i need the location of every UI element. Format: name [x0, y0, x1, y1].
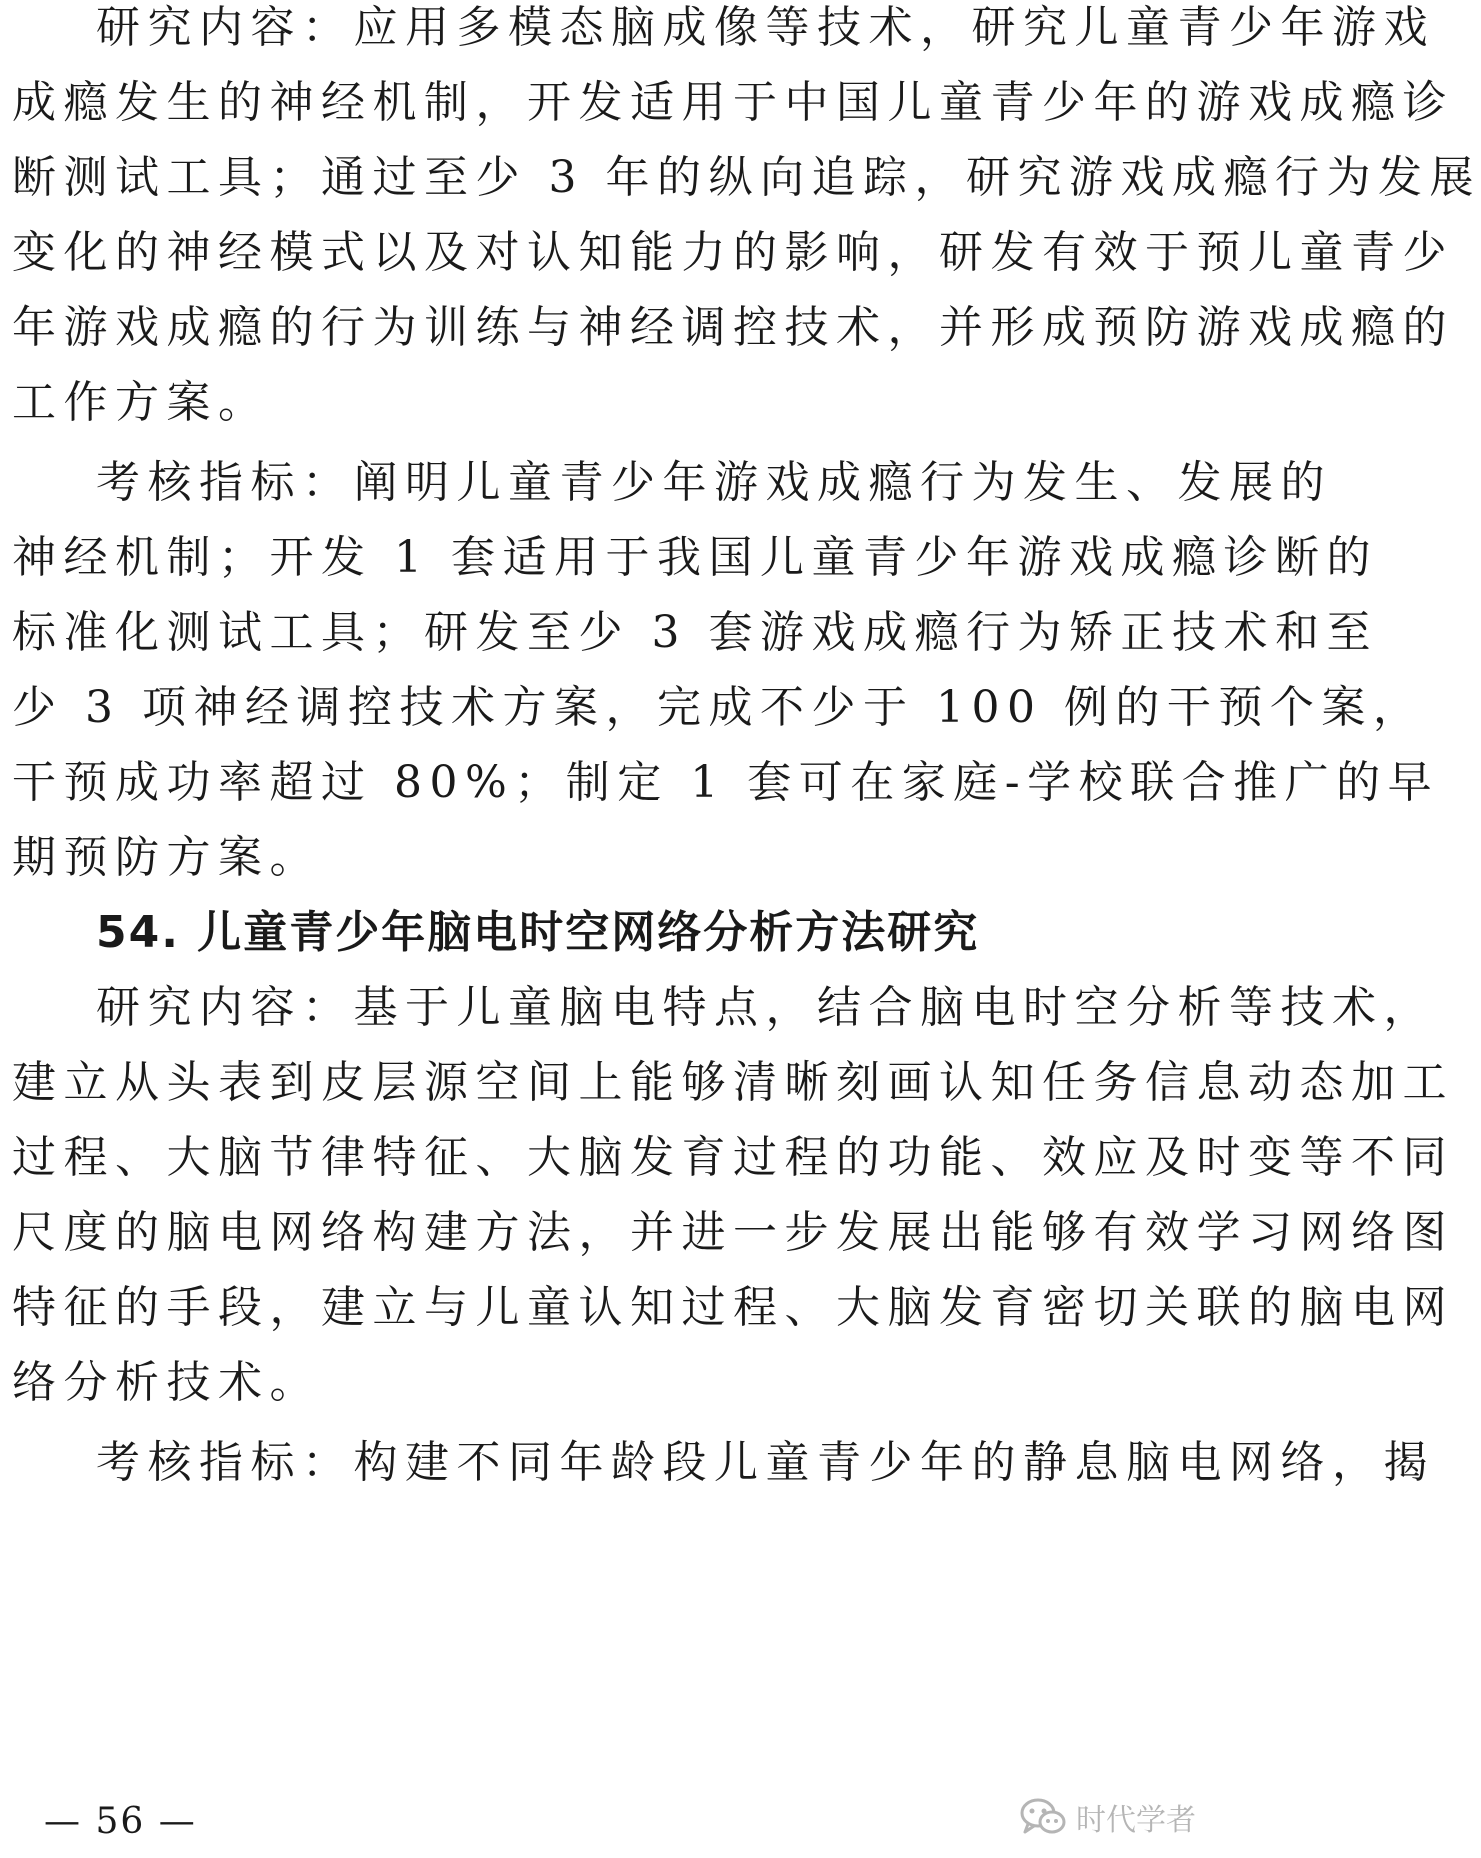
paragraph-line: 过程、大脑节律特征、大脑发育过程的功能、效应及时变等不同: [12, 1132, 1454, 1183]
paragraph-line: 研究内容：应用多模态脑成像等技术，研究儿童青少年游戏: [96, 2, 1435, 53]
page-number: — 56 —: [44, 1801, 197, 1842]
paragraph-line: 尺度的脑电网络构建方法，并进一步发展出能够有效学习网络图: [12, 1207, 1454, 1258]
paragraph-line: 成瘾发生的神经机制，开发适用于中国儿童青少年的游戏成瘾诊: [12, 77, 1454, 128]
watermark: [1020, 1790, 1196, 1844]
paragraph-line: 络分析技术。: [12, 1357, 321, 1408]
paragraph-line: 变化的神经模式以及对认知能力的影响，研发有效于预儿童青少: [12, 227, 1454, 278]
paragraph-line: 特征的手段，建立与儿童认知过程、大脑发育密切关联的脑电网: [12, 1282, 1454, 1333]
paragraph-line: 年游戏成瘾的行为训练与神经调控技术，并形成预防游戏成瘾的: [12, 302, 1454, 353]
paragraph-line: 建立从头表到皮层源空间上能够清晰刻画认知任务信息动态加工: [12, 1057, 1454, 1108]
paragraph-line: 神经机制；开发 1 套适用于我国儿童青少年游戏成瘾诊断的: [12, 532, 1378, 583]
paragraph-line: 干预成功率超过 80%；制定 1 套可在家庭-学校联合推广的早: [12, 757, 1440, 808]
paragraph-line: 研究内容：基于儿童脑电特点，结合脑电时空分析等技术，: [96, 982, 1435, 1033]
paragraph-line: 工作方案。: [12, 377, 270, 428]
paragraph-line: 考核指标：阐明儿童青少年游戏成瘾行为发生、发展的: [96, 457, 1332, 508]
wechat-icon: [1020, 1797, 1066, 1837]
paragraph-line: 断测试工具；通过至少 3 年的纵向追踪，研究游戏成瘾行为发展: [12, 152, 1481, 203]
section-heading: 54. 儿童青少年脑电时空网络分析方法研究: [96, 907, 980, 958]
paragraph-line: 期预防方案。: [12, 832, 321, 883]
paragraph-line: 少 3 项神经调控技术方案，完成不少于 100 例的干预个案，: [12, 682, 1425, 733]
watermark-text: 时代学者: [1076, 1803, 1196, 1838]
paragraph-line: 标准化测试工具；研发至少 3 套游戏成瘾行为矫正技术和至: [12, 607, 1378, 658]
paragraph-line: 考核指标：构建不同年龄段儿童青少年的静息脑电网络，揭: [96, 1437, 1435, 1488]
